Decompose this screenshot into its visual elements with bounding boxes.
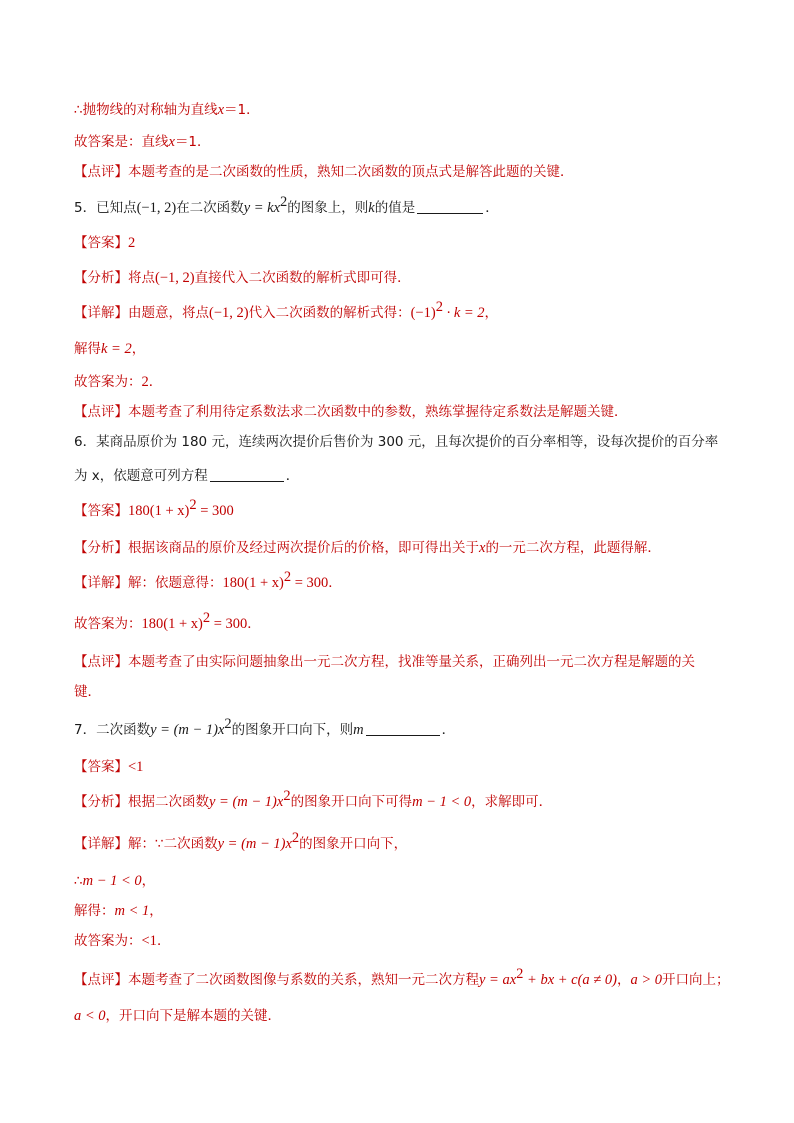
review-text: ，: [616, 972, 631, 988]
final-text: 故答案为：: [74, 933, 142, 949]
answer-equation: 180(1 + x): [128, 503, 190, 519]
q7-final: [74, 931, 734, 951]
question-6-line1: [74, 432, 734, 452]
answer-blank[interactable]: [366, 721, 440, 736]
review-tag: 【点评】: [74, 164, 128, 180]
math-var: x: [217, 102, 225, 118]
q5-text: 5．已知点: [74, 200, 137, 216]
q5-final: [74, 372, 734, 392]
q7-function: y = (m − 1)x: [150, 722, 225, 738]
analysis-text: ，求解即可．: [471, 794, 553, 810]
answer-prefix: 故答案是：直线: [74, 134, 169, 150]
detail-text: 解：∵二次函数: [128, 836, 218, 852]
q7-step1: [74, 871, 734, 891]
review-text: 本题考查了由实际问题抽象出一元二次方程，找准等量关系，正确列出一元二次方程是解题的关: [128, 654, 695, 670]
exponent: 2: [280, 193, 288, 210]
review-text: 本题考查的是二次函数的性质，熟知二次函数的顶点式是解答此题的关键．: [128, 164, 574, 180]
final-value: <1: [141, 933, 157, 949]
analysis-text: 根据该商品的原价及经过两次提价后的价格，即可得出关于: [128, 540, 479, 556]
step-end: ，: [149, 903, 163, 919]
q7-end: ．: [441, 722, 456, 738]
answer-tag: 【答案】: [74, 503, 128, 519]
review-condition: a > 0: [630, 972, 663, 988]
review-tag: 【点评】: [74, 404, 128, 420]
step-end: ，: [141, 873, 156, 889]
q7-answer: [74, 757, 734, 777]
q7-var-m: m: [353, 722, 364, 738]
analysis-text: 的一元二次方程，此题得解．: [485, 540, 661, 556]
question-6-line2: [74, 466, 734, 486]
analysis-text: 的图象开口向下可得: [290, 794, 413, 810]
q7-review-line1: [74, 965, 734, 990]
detail-tag: 【详解】: [74, 575, 128, 591]
q7-text: 的图象开口向下，则: [231, 722, 354, 738]
question-5: [74, 193, 734, 218]
q5-text: 的图象上，则: [287, 200, 369, 216]
final-end: ．: [156, 933, 171, 949]
exponent: 2: [283, 787, 291, 804]
answer-tag: 【答案】: [74, 235, 128, 251]
analysis-var: x: [479, 540, 486, 556]
detail-equation: (−1): [410, 305, 436, 321]
review-equation: y = ax: [479, 972, 517, 988]
analysis-tag: 【分析】: [74, 270, 128, 286]
exponent: 2: [202, 609, 211, 626]
q7-detail: [74, 829, 734, 854]
q6-text: 为 x，依题意可列方程: [74, 468, 208, 484]
exponent: 2: [189, 496, 197, 513]
analysis-text: 根据二次函数: [128, 794, 209, 810]
detail-text: 解：依题意得：: [128, 575, 223, 591]
question-7: [74, 715, 734, 740]
q6-text: 6．某商品原价为 180 元，连续两次提价后售价为 300 元，且每次提价的百分率相等，设每次提价的百分率: [74, 434, 719, 450]
final-equation: = 300: [210, 616, 248, 632]
detail-equation: · k = 2: [442, 305, 485, 321]
exponent: 2: [516, 965, 524, 982]
analysis-condition: m − 1 < 0: [412, 794, 472, 810]
conclusion-text: ∴抛物线的对称轴为直线: [74, 102, 218, 118]
step-equation: m − 1 < 0: [82, 873, 142, 889]
detail-point: (−1, 2): [209, 305, 249, 321]
q6-review-line1: [74, 652, 734, 672]
q6-final: [74, 609, 734, 634]
answer-equation: = 300: [196, 503, 234, 519]
final-equation: 180(1 + x): [141, 616, 203, 632]
detail-equation: = 300: [291, 575, 329, 591]
detail-tag: 【详解】: [74, 836, 128, 852]
analysis-text: 将点: [128, 270, 155, 286]
detail-text: 由题意，将点: [128, 305, 209, 321]
q6-analysis: [74, 538, 734, 558]
q5-var-k: k: [368, 200, 375, 216]
solve-equation: k = 2: [101, 341, 132, 357]
review-text: 开口向上；: [662, 972, 730, 988]
final-value: 2: [141, 374, 149, 390]
final-end: ．: [247, 616, 261, 632]
detail-equation: y = (m − 1)x: [217, 836, 292, 852]
exponent: 2: [283, 568, 292, 585]
exponent: 2: [435, 298, 443, 315]
review-condition: a < 0: [74, 1008, 106, 1024]
q7-step2: [74, 901, 734, 921]
review-tag: 【点评】: [74, 654, 128, 670]
q7-analysis: [74, 787, 734, 812]
q6-review-line2: [74, 682, 734, 702]
q5-function: y = kx: [243, 200, 281, 216]
q5-detail: [74, 298, 734, 323]
q5-end: ．: [485, 200, 499, 216]
detail-text: 代入二次函数的解析式得：: [248, 305, 411, 321]
detail-equation: 180(1 + x): [222, 575, 284, 591]
review-text: 本题考查了二次函数图像与系数的关系，熟知一元二次方程: [128, 972, 479, 988]
therefore-symbol: ∴: [74, 873, 83, 889]
q5-answer: [74, 233, 734, 253]
final-end: ．: [148, 374, 163, 390]
answer-tag: 【答案】: [74, 759, 128, 775]
q7-review-line2: [74, 1006, 734, 1026]
q5-text: 在二次函数: [176, 200, 244, 216]
step-text: 解得：: [74, 903, 115, 919]
review-line-q4: [74, 162, 734, 182]
analysis-text: 直接代入二次函数的解析式即可得．: [194, 270, 411, 286]
review-tag: 【点评】: [74, 972, 128, 988]
answer-blank[interactable]: [417, 199, 483, 214]
q7-text: 7．二次函数: [74, 722, 151, 738]
answer-suffix: ＝1．: [174, 134, 211, 150]
solve-end: ，: [131, 341, 146, 357]
q5-review: [74, 402, 734, 422]
review-text: 本题考查了利用待定系数法求二次函数中的参数，熟练掌握待定系数法是解题关键．: [128, 404, 628, 420]
conclusion-suffix: ＝1．: [224, 102, 260, 118]
q5-solve: [74, 339, 734, 359]
answer-value: <1: [128, 759, 144, 775]
review-text: ，开口向下是解本题的关键．: [105, 1008, 282, 1024]
q5-text: 的值是: [374, 200, 416, 216]
exponent: 2: [291, 829, 300, 846]
q6-answer: [74, 496, 734, 521]
answer-value: 2: [128, 235, 136, 251]
detail-end: ，: [484, 305, 499, 321]
analysis-tag: 【分析】: [74, 540, 128, 556]
analysis-tag: 【分析】: [74, 794, 128, 810]
answer-blank[interactable]: [210, 467, 284, 482]
final-text: 故答案为：: [74, 616, 142, 632]
analysis-point: (−1, 2): [155, 270, 195, 286]
answer-line: [74, 132, 734, 152]
step-equation: m < 1: [114, 903, 150, 919]
q5-point: (−1, 2): [136, 200, 177, 216]
exponent: 2: [224, 715, 232, 732]
detail-tag: 【详解】: [74, 305, 128, 321]
review-text: 键．: [74, 684, 101, 700]
q5-analysis: [74, 268, 734, 288]
final-text: 故答案为：: [74, 374, 142, 390]
math-var: x: [168, 134, 175, 150]
analysis-equation: y = (m − 1)x: [209, 794, 284, 810]
detail-text: 的图象开口向下，: [299, 836, 408, 852]
review-equation: + bx + c(a ≠ 0): [523, 972, 617, 988]
q6-detail: [74, 568, 734, 593]
solve-text: 解得: [74, 341, 101, 357]
q6-end: ．: [285, 468, 300, 484]
conclusion-axis-line: [74, 100, 734, 120]
detail-end: ．: [328, 575, 342, 591]
